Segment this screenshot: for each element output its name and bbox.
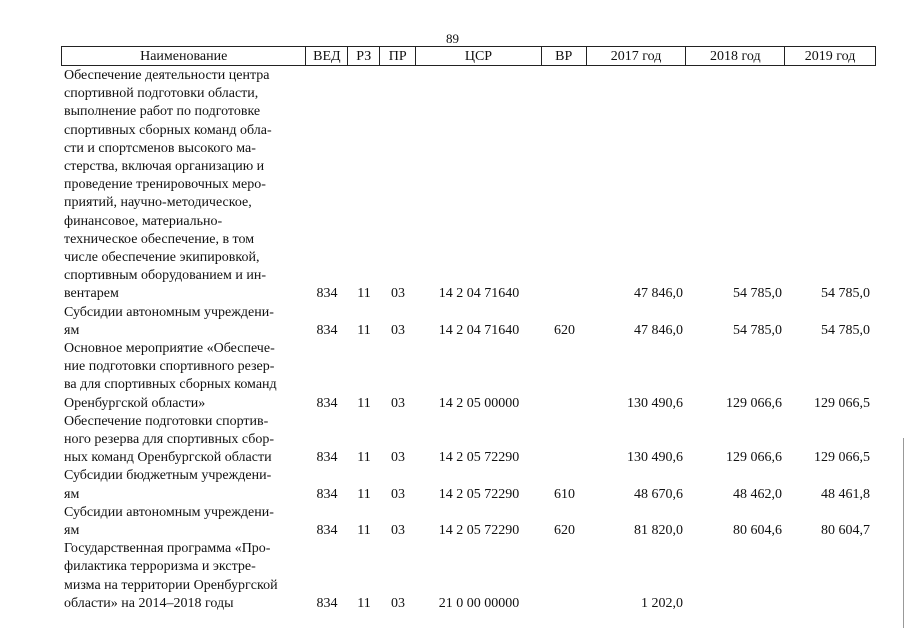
row-2017: 1 202,0 bbox=[641, 595, 683, 611]
row-pr: 03 bbox=[391, 595, 405, 611]
row-pr: 03 bbox=[391, 486, 405, 502]
row-rz: 11 bbox=[357, 286, 371, 302]
row-2018: 54 785,0 bbox=[733, 322, 782, 338]
table-row bbox=[61, 304, 876, 340]
row-2019: 129 066,5 bbox=[814, 450, 870, 466]
row-2017: 47 846,0 bbox=[634, 286, 683, 302]
row-2019: 54 785,0 bbox=[821, 322, 870, 338]
row-ved: 834 bbox=[316, 523, 338, 539]
row-name: Субсидии автономным учреждени- ям bbox=[64, 504, 274, 539]
row-pr: 03 bbox=[391, 523, 405, 539]
row-2019: 129 066,5 bbox=[814, 395, 870, 411]
row-pr: 03 bbox=[391, 286, 405, 302]
table-row bbox=[61, 413, 876, 468]
header-csr: ЦСР bbox=[416, 47, 542, 65]
page-number: 89 bbox=[446, 31, 459, 46]
row-rz: 11 bbox=[357, 523, 371, 539]
table-row bbox=[61, 67, 876, 304]
row-vr: 610 bbox=[554, 486, 575, 502]
row-2017: 47 846,0 bbox=[634, 322, 683, 338]
table-body bbox=[61, 67, 876, 613]
row-csr: 14 2 05 72290 bbox=[438, 523, 520, 539]
row-name: Обеспечение подготовки спортив- ного резерва для спортивных сбор- ных команд Оренбургской области bbox=[64, 413, 275, 466]
row-ved: 834 bbox=[316, 395, 338, 411]
row-vr: 620 bbox=[554, 523, 575, 539]
row-2017: 81 820,0 bbox=[634, 523, 683, 539]
row-csr: 14 2 05 72290 bbox=[438, 486, 520, 502]
header-pr: ПР bbox=[380, 47, 416, 65]
row-name: Основное мероприятие «Обеспече- ние подготовки спортивного резер- ва для спортивных сборных команд Оренбургской области» bbox=[64, 341, 277, 411]
row-pr: 03 bbox=[391, 395, 405, 411]
row-2018: 54 785,0 bbox=[733, 286, 782, 302]
row-name: Обеспечение деятельности центра спортивной подготовки области, выполнение работ по подготовке спортивных сборных команд обла- сти и спортсменов высокого ма- стерства, включая организацию и проведение тренировочных меро- приятий, научно-методическое, финансовое, материально- техническое обеспечение, в том числе обеспечение экипировкой, спортивным оборудованием и ин- вентарем bbox=[64, 68, 272, 302]
row-2019: 48 461,8 bbox=[821, 486, 870, 502]
row-ved: 834 bbox=[316, 450, 338, 466]
row-2018: 129 066,6 bbox=[726, 395, 782, 411]
row-csr: 21 0 00 00000 bbox=[438, 595, 520, 611]
page-edge-rule bbox=[903, 438, 904, 628]
header-2018: 2018 год bbox=[686, 47, 785, 65]
row-csr: 14 2 05 00000 bbox=[438, 395, 520, 411]
row-csr: 14 2 04 71640 bbox=[438, 322, 520, 338]
row-2017: 130 490,6 bbox=[627, 450, 683, 466]
row-2017: 130 490,6 bbox=[627, 395, 683, 411]
row-ved: 834 bbox=[316, 286, 338, 302]
header-name: Наименование bbox=[62, 47, 306, 65]
row-pr: 03 bbox=[391, 322, 405, 338]
table-header bbox=[61, 46, 876, 66]
row-2018: 48 462,0 bbox=[733, 486, 782, 502]
row-name: Субсидии бюджетным учреждени- ям bbox=[64, 468, 272, 502]
row-ved: 834 bbox=[316, 595, 338, 611]
table-row bbox=[61, 540, 876, 613]
row-name: Субсидии автономным учреждени- ям bbox=[64, 304, 274, 338]
row-ved: 834 bbox=[316, 322, 338, 338]
row-rz: 11 bbox=[357, 395, 371, 411]
header-2017: 2017 год bbox=[587, 47, 687, 65]
row-ved: 834 bbox=[316, 486, 338, 502]
row-csr: 14 2 04 71640 bbox=[438, 286, 520, 302]
header-ved: ВЕД bbox=[306, 47, 348, 65]
row-rz: 11 bbox=[357, 595, 371, 611]
header-2019: 2019 год bbox=[804, 49, 856, 64]
row-2019: 54 785,0 bbox=[821, 286, 870, 302]
header-rz: РЗ bbox=[348, 47, 380, 65]
table-row bbox=[61, 504, 876, 540]
row-2017: 48 670,6 bbox=[634, 486, 683, 502]
row-2018: 129 066,6 bbox=[726, 450, 782, 466]
row-csr: 14 2 05 72290 bbox=[438, 450, 520, 466]
row-2018: 80 604,6 bbox=[733, 523, 782, 539]
table-row bbox=[61, 340, 876, 413]
row-name: Государственная программа «Про- филактика терроризма и экстре- мизма на территории Оренбургской области» на 2014–2018 годы bbox=[64, 541, 278, 611]
row-2019: 80 604,7 bbox=[821, 523, 870, 539]
row-rz: 11 bbox=[357, 322, 371, 338]
row-vr: 620 bbox=[554, 322, 575, 338]
table-row bbox=[61, 467, 876, 503]
row-rz: 11 bbox=[357, 486, 371, 502]
header-vr: ВР bbox=[542, 47, 587, 65]
row-pr: 03 bbox=[391, 450, 405, 466]
row-rz: 11 bbox=[357, 450, 371, 466]
